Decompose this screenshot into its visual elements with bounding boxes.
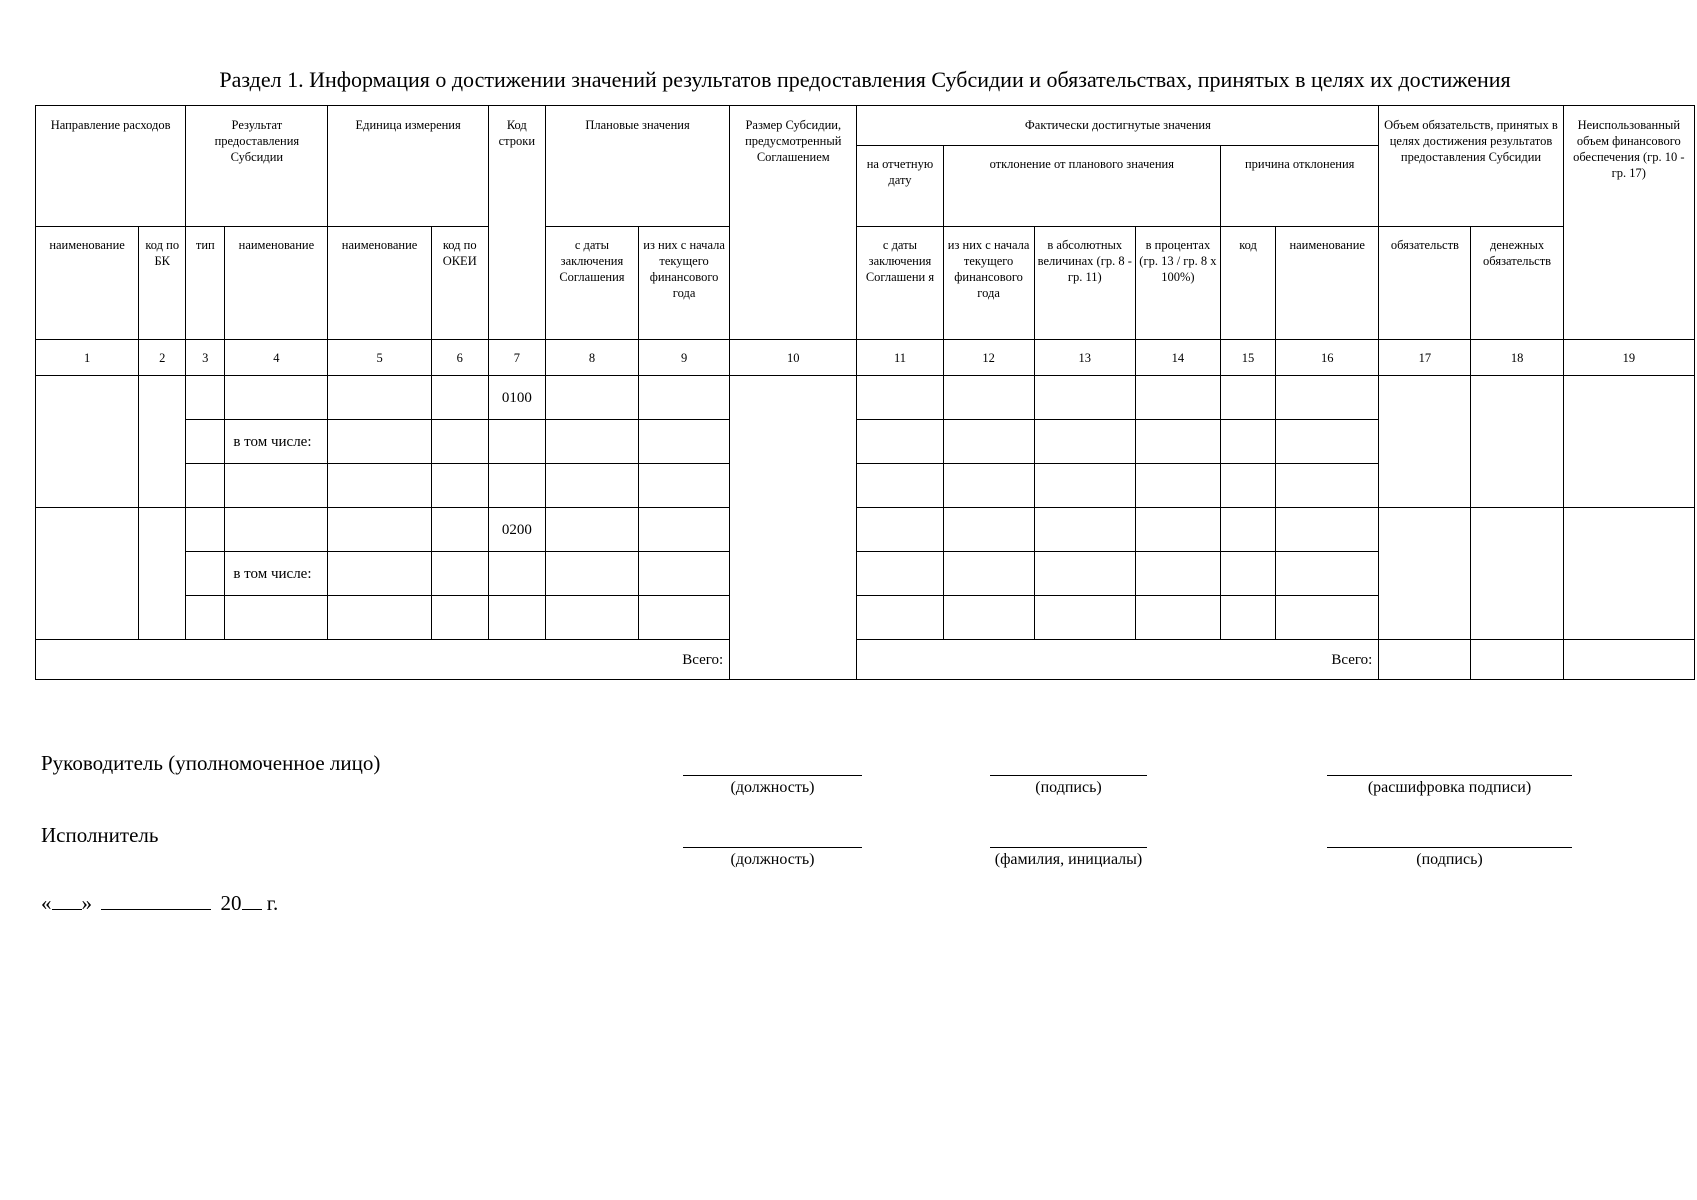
subheader-plan-from-year: из них с начала текущего финансового года [639, 227, 730, 340]
table-cell[interactable] [186, 596, 225, 640]
column-number: 3 [186, 340, 225, 376]
table-cell[interactable] [639, 552, 730, 596]
table-cell[interactable] [328, 508, 431, 552]
table-cell[interactable] [328, 552, 431, 596]
date-open-quote: « [41, 891, 52, 915]
table-cell[interactable] [1563, 508, 1694, 640]
table-cell[interactable] [431, 508, 488, 552]
subheader-unit-name: наименование [328, 227, 431, 340]
column-number: 2 [139, 340, 186, 376]
table-cell[interactable] [639, 596, 730, 640]
table-cell[interactable] [1471, 376, 1563, 508]
table-cell[interactable] [1221, 464, 1276, 508]
table-cell[interactable] [186, 376, 225, 420]
table-cell[interactable] [328, 464, 431, 508]
column-number: 15 [1221, 340, 1276, 376]
table-cell[interactable] [328, 420, 431, 464]
executor-position-line[interactable] [683, 847, 862, 848]
executor-name-caption: (фамилия, инициалы) [994, 851, 1143, 868]
table-cell[interactable] [857, 596, 943, 640]
column-number: 16 [1276, 340, 1379, 376]
header-row-code: Код строки [488, 106, 545, 340]
subheader-bk-code: код по БК [139, 227, 186, 340]
column-number: 11 [857, 340, 943, 376]
table-cell[interactable] [431, 420, 488, 464]
date-day-blank[interactable] [52, 891, 82, 910]
column-number: 4 [225, 340, 328, 376]
header-unit: Единица измерения [328, 106, 488, 227]
table-cell[interactable] [225, 508, 328, 552]
table-cell[interactable] [328, 596, 431, 640]
table-cell[interactable] [328, 376, 431, 420]
table-cell[interactable] [1276, 596, 1379, 640]
date-year-blank[interactable] [242, 891, 262, 910]
table-cell[interactable] [1276, 420, 1379, 464]
total-label-right: Всего: [857, 640, 1379, 680]
total-row [36, 640, 1695, 680]
column-number: 9 [639, 340, 730, 376]
subsidy-size-cell[interactable] [730, 376, 857, 680]
header-unused: Неиспользованный объем финансового обеспечения (гр. 10 - гр. 17) [1563, 106, 1694, 340]
head-decoding-caption: (расшифровка подписи) [1367, 779, 1532, 796]
date-month-blank[interactable] [101, 891, 211, 910]
table-cell[interactable] [186, 420, 225, 464]
table-cell[interactable] [1034, 552, 1135, 596]
table-cell[interactable] [857, 552, 943, 596]
table-cell[interactable] [639, 508, 730, 552]
date-year-prefix: 20 [220, 891, 242, 915]
subheader-dev-absolute: в абсолютных величинах (гр. 8 - гр. 11) [1034, 227, 1135, 340]
table-cell[interactable] [943, 376, 1034, 420]
subheader-result-type: тип [186, 227, 225, 340]
table-cell[interactable] [1034, 420, 1135, 464]
table-cell[interactable] [431, 552, 488, 596]
column-number: 13 [1034, 340, 1135, 376]
table-cell[interactable] [36, 508, 139, 640]
table-cell[interactable] [1034, 376, 1135, 420]
table-cell[interactable] [545, 376, 638, 420]
column-number: 8 [545, 340, 638, 376]
executor-name-line[interactable] [990, 847, 1147, 848]
table-row [36, 508, 1695, 552]
table-cell[interactable] [1221, 596, 1276, 640]
table-cell[interactable] [1221, 508, 1276, 552]
report-table [35, 105, 1695, 680]
table-cell[interactable] [1221, 420, 1276, 464]
table-cell[interactable] [1135, 508, 1220, 552]
table-cell[interactable] [225, 464, 328, 508]
column-number: 12 [943, 340, 1034, 376]
subheader-okei-code: код по ОКЕИ [431, 227, 488, 340]
column-number: 1 [36, 340, 139, 376]
row-code-cell: 0200 [488, 508, 545, 552]
table-cell[interactable] [488, 596, 545, 640]
subheader-money-obligations: денежных обязательств [1471, 227, 1563, 340]
subheader-result-name: наименование [225, 227, 328, 340]
subheader-fact-from-date: с даты заключения Соглашени я [857, 227, 943, 340]
total-cell[interactable] [1563, 640, 1694, 680]
table-cell[interactable] [1379, 376, 1471, 508]
header-deviation-reason: причина отклонения [1221, 146, 1379, 227]
page-title: Раздел 1. Информация о достижении значений результатов предоставления Субсидии и обязательствах, принятых в целях их достижения [219, 67, 1511, 92]
table-cell[interactable] [186, 464, 225, 508]
header-direction: Направление расходов [36, 106, 186, 227]
executor-label: Исполнитель [41, 823, 159, 847]
head-label: Руководитель (уполномоченное лицо) [41, 751, 381, 775]
table-cell[interactable] [943, 464, 1034, 508]
date-line [41, 890, 278, 916]
head-decoding-line[interactable] [1327, 775, 1572, 776]
table-cell[interactable] [1034, 464, 1135, 508]
table-cell[interactable] [857, 420, 943, 464]
table-cell[interactable] [1221, 552, 1276, 596]
header-planned: Плановые значения [545, 106, 729, 227]
table-cell[interactable] [545, 464, 638, 508]
table-cell[interactable] [1563, 376, 1694, 508]
total-cell[interactable] [1471, 640, 1563, 680]
table-cell[interactable] [431, 376, 488, 420]
table-cell[interactable] [139, 508, 186, 640]
table-row [36, 376, 1695, 420]
table-cell[interactable] [225, 596, 328, 640]
table-cell[interactable] [639, 420, 730, 464]
executor-signature-line[interactable] [1327, 847, 1572, 848]
table-cell[interactable] [431, 464, 488, 508]
subheader-direction-name: наименование [36, 227, 139, 340]
date-close-quote: » [81, 891, 92, 915]
table-cell[interactable] [857, 376, 943, 420]
subheader-reason-code: код [1221, 227, 1276, 340]
date-year-suffix: г. [266, 891, 279, 915]
column-number: 7 [488, 340, 545, 376]
table-cell[interactable] [943, 508, 1034, 552]
table-cell[interactable] [186, 508, 225, 552]
including-label: в том числе: [225, 420, 328, 464]
subheader-fact-from-year: из них с начала текущего финансового года [943, 227, 1034, 340]
subheader-plan-from-date: с даты заключения Соглашения [545, 227, 638, 340]
header-on-report-date: на отчетную дату [857, 146, 943, 227]
subheader-reason-name: наименование [1276, 227, 1379, 340]
table-cell[interactable] [1135, 420, 1220, 464]
header-obligations-volume: Объем обязательств, принятых в целях достижения результатов предоставления Субсидии [1379, 106, 1563, 227]
row-code-cell: 0100 [488, 376, 545, 420]
table-cell[interactable] [1135, 596, 1220, 640]
column-number: 18 [1471, 340, 1563, 376]
table-cell[interactable] [545, 552, 638, 596]
table-cell[interactable] [225, 376, 328, 420]
total-cell[interactable] [1379, 640, 1471, 680]
table-cell[interactable] [639, 376, 730, 420]
table-cell[interactable] [1471, 508, 1563, 640]
table-cell[interactable] [139, 376, 186, 508]
head-signature-caption: (подпись) [1035, 779, 1102, 796]
column-number: 19 [1563, 340, 1694, 376]
header-subsidy-size: Размер Субсидии, предусмотренный Соглашением [730, 106, 857, 340]
table-cell[interactable] [1034, 596, 1135, 640]
table-cell[interactable] [1276, 376, 1379, 420]
executor-signature-caption: (подпись) [1416, 851, 1483, 868]
column-number: 17 [1379, 340, 1471, 376]
subheader-obligations: обязательств [1379, 227, 1471, 340]
table-cell[interactable] [857, 464, 943, 508]
table-cell[interactable] [857, 508, 943, 552]
head-position-line[interactable] [683, 775, 862, 776]
table-cell[interactable] [545, 508, 638, 552]
table-cell[interactable] [1034, 508, 1135, 552]
table-cell[interactable] [1135, 376, 1220, 420]
header-result: Результат предоставления Субсидии [186, 106, 328, 227]
column-number: 5 [328, 340, 431, 376]
total-label-left: Всего: [36, 640, 730, 680]
head-signature-line[interactable] [990, 775, 1147, 776]
table-cell[interactable] [1276, 508, 1379, 552]
column-number: 6 [431, 340, 488, 376]
table-cell[interactable] [488, 552, 545, 596]
table-cell[interactable] [943, 596, 1034, 640]
column-number: 10 [730, 340, 857, 376]
table-cell[interactable] [431, 596, 488, 640]
table-cell[interactable] [1135, 552, 1220, 596]
table-cell[interactable] [186, 552, 225, 596]
table-cell[interactable] [943, 552, 1034, 596]
table-cell[interactable] [36, 376, 139, 508]
table-cell[interactable] [1276, 464, 1379, 508]
subheader-dev-percent: в процентах (гр. 13 / гр. 8 x 100%) [1135, 227, 1220, 340]
table-cell[interactable] [1379, 508, 1471, 640]
column-number: 14 [1135, 340, 1220, 376]
table-cell[interactable] [639, 464, 730, 508]
including-label: в том числе: [225, 552, 328, 596]
header-deviation: отклонение от планового значения [943, 146, 1220, 227]
executor-position-caption: (должность) [730, 851, 815, 868]
head-position-caption: (должность) [730, 779, 815, 796]
table-cell[interactable] [943, 420, 1034, 464]
table-cell[interactable] [1135, 464, 1220, 508]
table-cell[interactable] [545, 596, 638, 640]
table-cell[interactable] [1221, 376, 1276, 420]
table-cell[interactable] [488, 420, 545, 464]
table-cell[interactable] [488, 464, 545, 508]
table-cell[interactable] [545, 420, 638, 464]
table-cell[interactable] [1276, 552, 1379, 596]
header-actual: Фактически достигнутые значения [857, 106, 1379, 146]
